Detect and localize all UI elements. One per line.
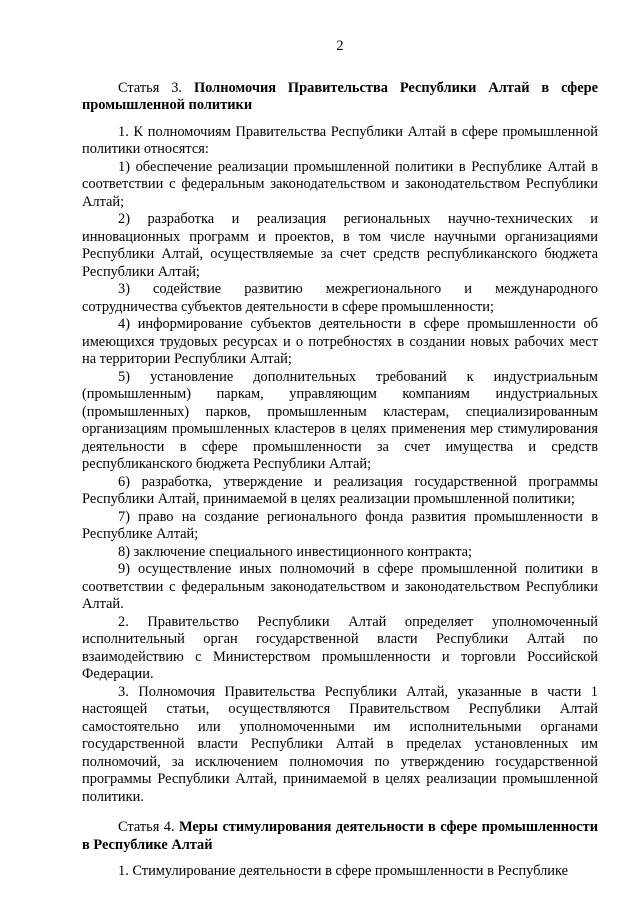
- article-3-paragraph: 4) информирование субъектов деятельности в сфере промышленности об имеющихся трудовых ресурсах и о потребностях в создании новых рабочих мест на территории Республики Алтай;: [82, 316, 598, 367]
- article-4-title: Меры стимулирования деятельности в сфере промышленности в Республике Алтай: [82, 819, 598, 853]
- article-3-paragraph: 1) обеспечение реализации промышленной политики в Республике Алтай в соответствии с федеральным законодательством и законодательством Республики Алтай;: [82, 158, 598, 210]
- article-3-paragraph: 7) право на создание регионального фонда развития промышленности в Республике Алтай;: [82, 508, 598, 542]
- article-3-paragraph: 9) осуществление иных полномочий в сфере промышленной политики в соответствии с федеральным законодательством и законодательством Республики Алтай.: [82, 561, 598, 612]
- article-4-heading: [82, 819, 598, 854]
- article-4-paragraph: 1. Стимулирование деятельности в сфере промышленности в Республике: [118, 863, 569, 879]
- document-page: [82, 38, 598, 881]
- article-3-paragraph: 3. Полномочия Правительства Республики Алтай, указанные в части 1 настоящей статьи, осуществляются Правительством Республики Алтай самостоятельно или уполномоченными им исполнительными органами государственной власти Республики Алтай в пределах установленных им полномочий, за исключением полномочия по утверждению государственной программы Республики Алтай, принимаемой в целях реализации промышленной политики.: [82, 683, 598, 805]
- article-3-paragraph: 5) установление дополнительных требований к индустриальным (промышленным) паркам, управляющим компаниям индустриальных (промышленных) парков, промышленным кластерам, специализированным организациям промышленных кластеров в целях применения мер стимулирования деятельности в сфере промышленности за счет имущества и средств республиканского бюджета Республики Алтай;: [82, 368, 598, 472]
- article-4-prefix: Статья 4.: [118, 819, 175, 835]
- article-3-paragraph: 2) разработка и реализация региональных научно-технических и инновационных программ и проектов, в том числе научными организациями Республики Алтай, осуществляемые за счет средств республиканского бюджета Республики Алтай;: [82, 211, 598, 280]
- article-3-prefix: Статья 3.: [118, 79, 183, 96]
- article-3-title: Полномочия Правительства Республики Алтай в сфере промышленной политики: [82, 79, 599, 113]
- article-3-paragraph: 6) разработка, утверждение и реализация государственной программы Республики Алтай, принимаемой в целях реализации промышленной политики;: [82, 473, 598, 507]
- page-number: 2: [336, 38, 344, 54]
- article-3-paragraph: 1. К полномочиям Правительства Республики Алтай в сфере промышленной политики относятся:: [82, 123, 598, 157]
- article-3-paragraph: 3) содействие развитию межрегионального и международного сотрудничества субъектов деятельности в сфере промышленности;: [82, 281, 598, 315]
- article-3-paragraph: 8) заключение специального инвестиционного контракта;: [118, 543, 473, 560]
- article-3-heading: [82, 80, 598, 115]
- article-3-paragraph: 2. Правительство Республики Алтай определяет уполномоченный исполнительный орган государственной власти Республики Алтай по взаимодействию с Министерством промышленности и торговли Российской Федерации.: [82, 613, 598, 682]
